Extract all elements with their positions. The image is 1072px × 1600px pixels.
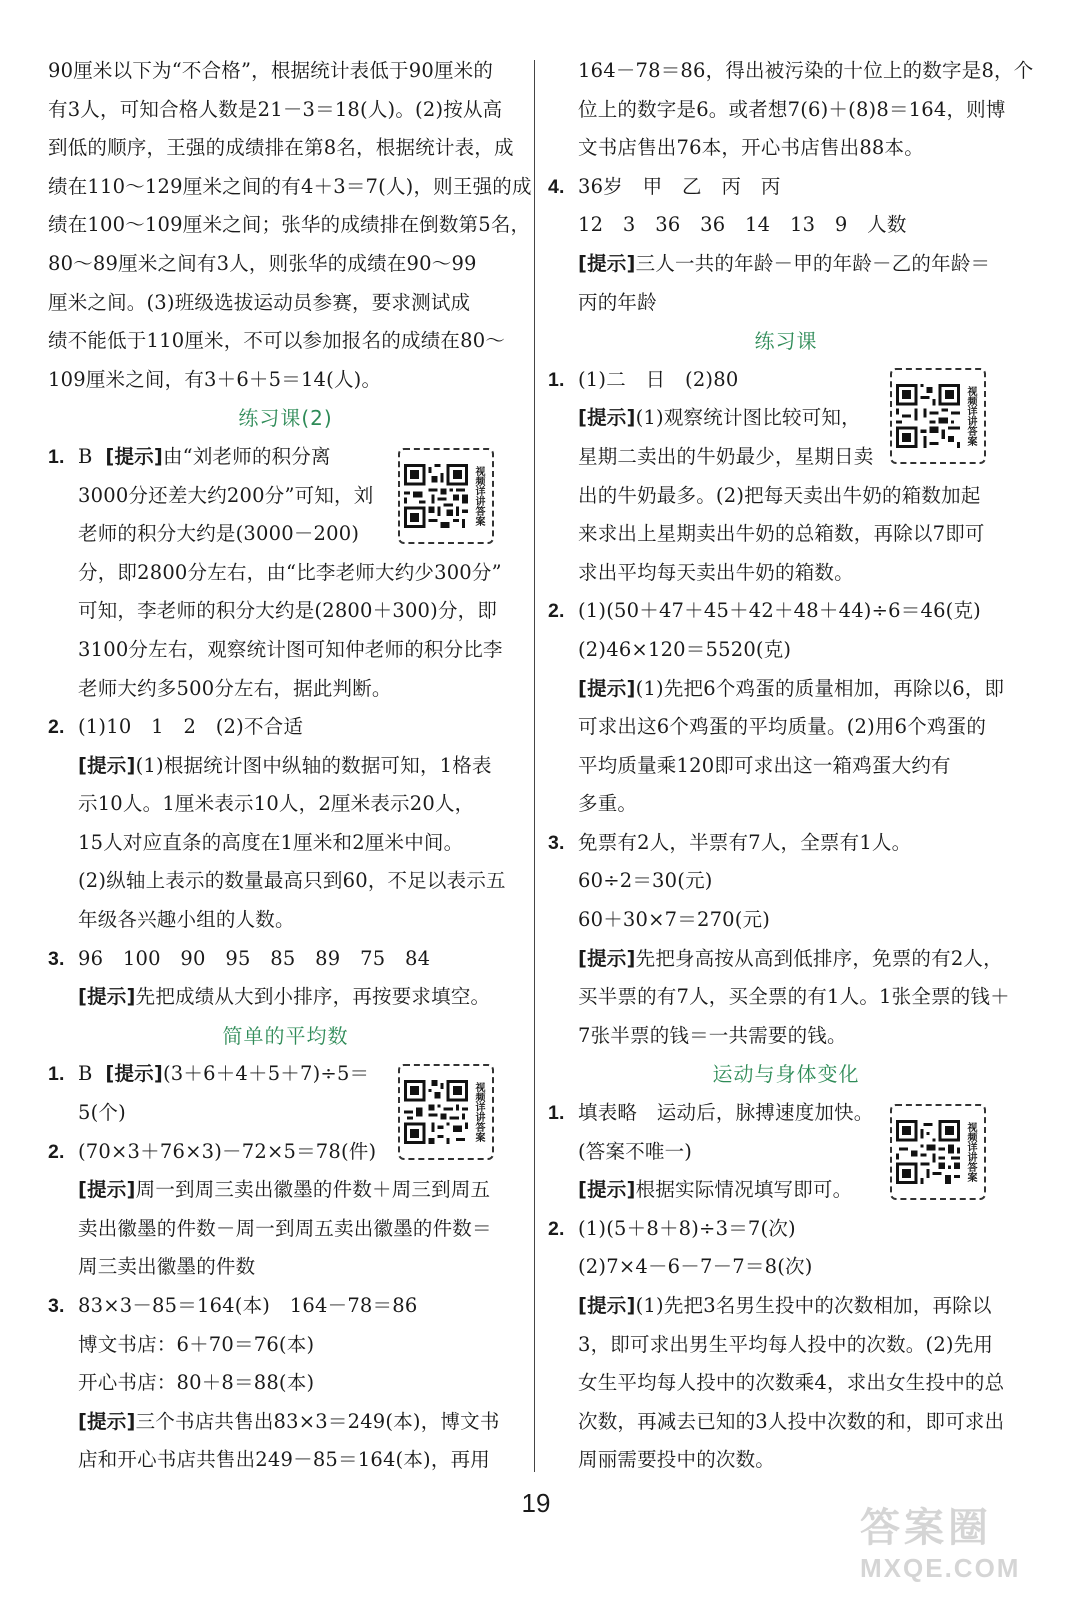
qr-code-icon [404,1080,468,1144]
text-line: 15人对应直条的高度在1厘米和2厘米中间。 [78,830,464,854]
question-1: 1. B [提示](3＋6＋4＋5＋7)÷5＝ [48,1062,370,1086]
text-line: 女生平均每人投中的次数乘4，求出女生投中的总 [578,1371,1005,1395]
text-line: (答案不唯一) [578,1139,693,1163]
right-column [548,52,1034,1480]
text-line: 开心书店：80＋8＝88(本) [78,1371,315,1395]
qr-code-video-answer[interactable] [890,368,986,464]
text-line: 示10人。1厘米表示10人，2厘米表示20人， [78,792,475,816]
watermark-title: 答案圈 [860,1505,992,1551]
question-1: 1. (1)二 日 (2)80 [548,367,739,391]
text-line: 博文书店：6＋70＝76(本) [78,1332,315,1356]
hint-line: [提示]三人一共的年龄－甲的年龄－乙的年龄＝ [578,251,991,275]
hint-line: [提示](1)观察统计图比较可知， [578,406,861,430]
qr-label: 视频详讲答案 [473,1082,484,1142]
text-line: 周三卖出徽墨的件数 [78,1255,256,1279]
text-line: 60÷2＝30(元) [578,869,713,893]
qr-code-icon [404,464,468,528]
question-2: 2. (1)(5＋8＋8)÷3＝7(次) [548,1216,796,1240]
text-line: 来求出上星期卖出牛奶的总箱数，再除以7即可 [578,522,985,546]
qr-label: 视频详讲答案 [965,386,976,446]
hint-line: [提示]根据实际情况填写即可。 [578,1178,853,1202]
hint-line: [提示]周一到周三卖出徽墨的件数＋周三到周五 [78,1178,491,1202]
text-line: 分，即2800分左右，由“比李老师大约少300分” [78,560,502,584]
question-1: 1. B [提示]由“刘老师的积分离 [48,444,331,468]
text-line: 丙的年龄 [578,290,657,314]
text-line: (2)46×120＝5520(克) [578,637,792,661]
text-line: 绩在100～109厘米之间；张华的成绩排在倒数第5名， [48,213,531,237]
hint-line: [提示]先把成绩从大到小排序，再按要求填空。 [78,985,491,1009]
text-line: 绩在110～129厘米之间的有4＋3＝7(人)，则王强的成 [48,174,532,198]
text-line: 年级各兴趣小组的人数。 [78,908,295,932]
text-line: 次数，再减去已知的3人投中次数的和，即可求出 [578,1409,1005,1433]
qr-code-video-answer[interactable] [398,448,494,544]
text-line: 周丽需要投中的次数。 [578,1448,776,1472]
section-title: 运动与身体变化 [712,1062,860,1087]
text-line: 3000分还差大约200分”可知，刘 [78,483,374,507]
question-4: 4. 36岁 甲 乙 丙 丙 [548,174,781,198]
text-line: 绩不能低于110厘米，不可以参加报名的成绩在80～ [48,329,506,353]
hint-line: [提示]先把身高按从高到低排序，免票的有2人， [578,946,1003,970]
text-line: 7张半票的钱＝一共需要的钱。 [578,1023,847,1047]
section-title: 练习课(2) [238,406,333,431]
section-title: 简单的平均数 [222,1023,349,1048]
qr-label: 视频详讲答案 [965,1122,976,1182]
text-line: 109厘米之间，有3＋6＋5＝14(人)。 [48,367,382,391]
question-3: 3. 免票有2人，半票有7人，全票有1人。 [548,830,912,854]
question-2: 2. (1)(50＋47＋45＋42＋48＋44)÷6＝46(克) [548,599,981,623]
watermark-logo [860,1496,1050,1586]
question-2: 2. (1)10 1 2 (2)不合适 [48,715,304,739]
text-line: 买半票的有7人，买全票的有1人。1张全票的钱＋ [578,985,1010,1009]
text-line: 有3人，可知合格人数是21－3＝18(人)。(2)按从高 [48,97,503,121]
question-2: 2. (70×3＋76×3)－72×5＝78(件) [48,1139,377,1163]
question-3: 3. 96 100 90 95 85 89 75 84 [48,946,431,970]
qr-code-icon [896,1120,960,1184]
text-line: 3100分左右，观察统计图可知仲老师的积分比李 [78,637,503,661]
text-line: 3，即可求出男生平均每人投中的次数。(2)先用 [578,1332,994,1356]
watermark-url: MXQE.COM [860,1553,1021,1583]
qr-label: 视频详讲答案 [473,466,484,526]
hint-line: [提示](1)先把3名男生投中的次数相加，再除以 [578,1294,992,1317]
section-title: 练习课 [754,329,818,354]
question-3: 3. 83×3－85＝164(本) 164－78＝86 [48,1294,418,1317]
hint-line: [提示](1)先把6个鸡蛋的质量相加，再除以6，即 [578,676,1005,700]
text-line: 60＋30×7＝270(元) [578,908,771,932]
text-line: 文书店售出76本，开心书店售出88本。 [578,136,924,160]
text-line: 求出平均每天卖出牛奶的箱数。 [578,560,854,584]
left-column [48,52,532,1480]
text-line: 可知，李老师的积分大约是(2800＋300)分，即 [78,599,498,623]
qr-code-icon [896,384,960,448]
text-line: 老师大约多500分左右，据此判断。 [78,676,392,700]
text-line: 卖出徽墨的件数－周一到周五卖出徽墨的件数＝ [78,1216,492,1240]
text-line: 12 3 36 36 14 13 9 人数 [578,213,907,237]
hint-line: [提示]三个书店共售出83×3＝249(本)，博文书 [78,1409,500,1433]
text-line: 平均质量乘120即可求出这一箱鸡蛋大约有 [578,753,951,777]
page-number: 19 [521,1488,551,1518]
column-divider [534,60,535,1472]
text-line: 90厘米以下为“不合格”，根据统计表低于90厘米的 [48,59,494,82]
text-line: 164－78＝86，得出被污染的十位上的数字是8，个 [578,59,1034,82]
text-line: (2)7×4－6－7－7＝8(次) [578,1255,813,1279]
text-line: 80～89厘米之间有3人，则张华的成绩在90～99 [48,251,477,275]
qr-code-video-answer[interactable] [890,1104,986,1200]
text-line: 星期二卖出的牛奶最少，星期日卖 [578,444,874,468]
text-line: 多重。 [578,792,638,816]
text-line: (2)纵轴上表示的数量最高只到60，不足以表示五 [78,869,506,893]
question-1: 1. 填表略 运动后，脉搏速度加快。 [548,1101,874,1125]
text-line: 位上的数字是6。或者想7(6)＋(8)8＝164，则博 [578,97,1006,121]
text-line: 厘米之间。(3)班级选拔运动员参赛，要求测试成 [48,290,471,314]
text-line: 店和开心书店共售出249－85＝164(本)，再用 [78,1448,490,1472]
text-line: 5(个) [78,1101,126,1125]
text-line: 出的牛奶最多。(2)把每天卖出牛奶的箱数加起 [578,483,981,507]
text-line: 到低的顺序，王强的成绩排在第8名，根据统计表，成 [48,136,514,160]
hint-line: [提示](1)根据统计图中纵轴的数据可知，1格表 [78,753,492,777]
qr-code-video-answer[interactable] [398,1064,494,1160]
text-line: 可求出这6个鸡蛋的平均质量。(2)用6个鸡蛋的 [578,715,987,739]
text-line: 老师的积分大约是(3000－200) [78,522,360,546]
